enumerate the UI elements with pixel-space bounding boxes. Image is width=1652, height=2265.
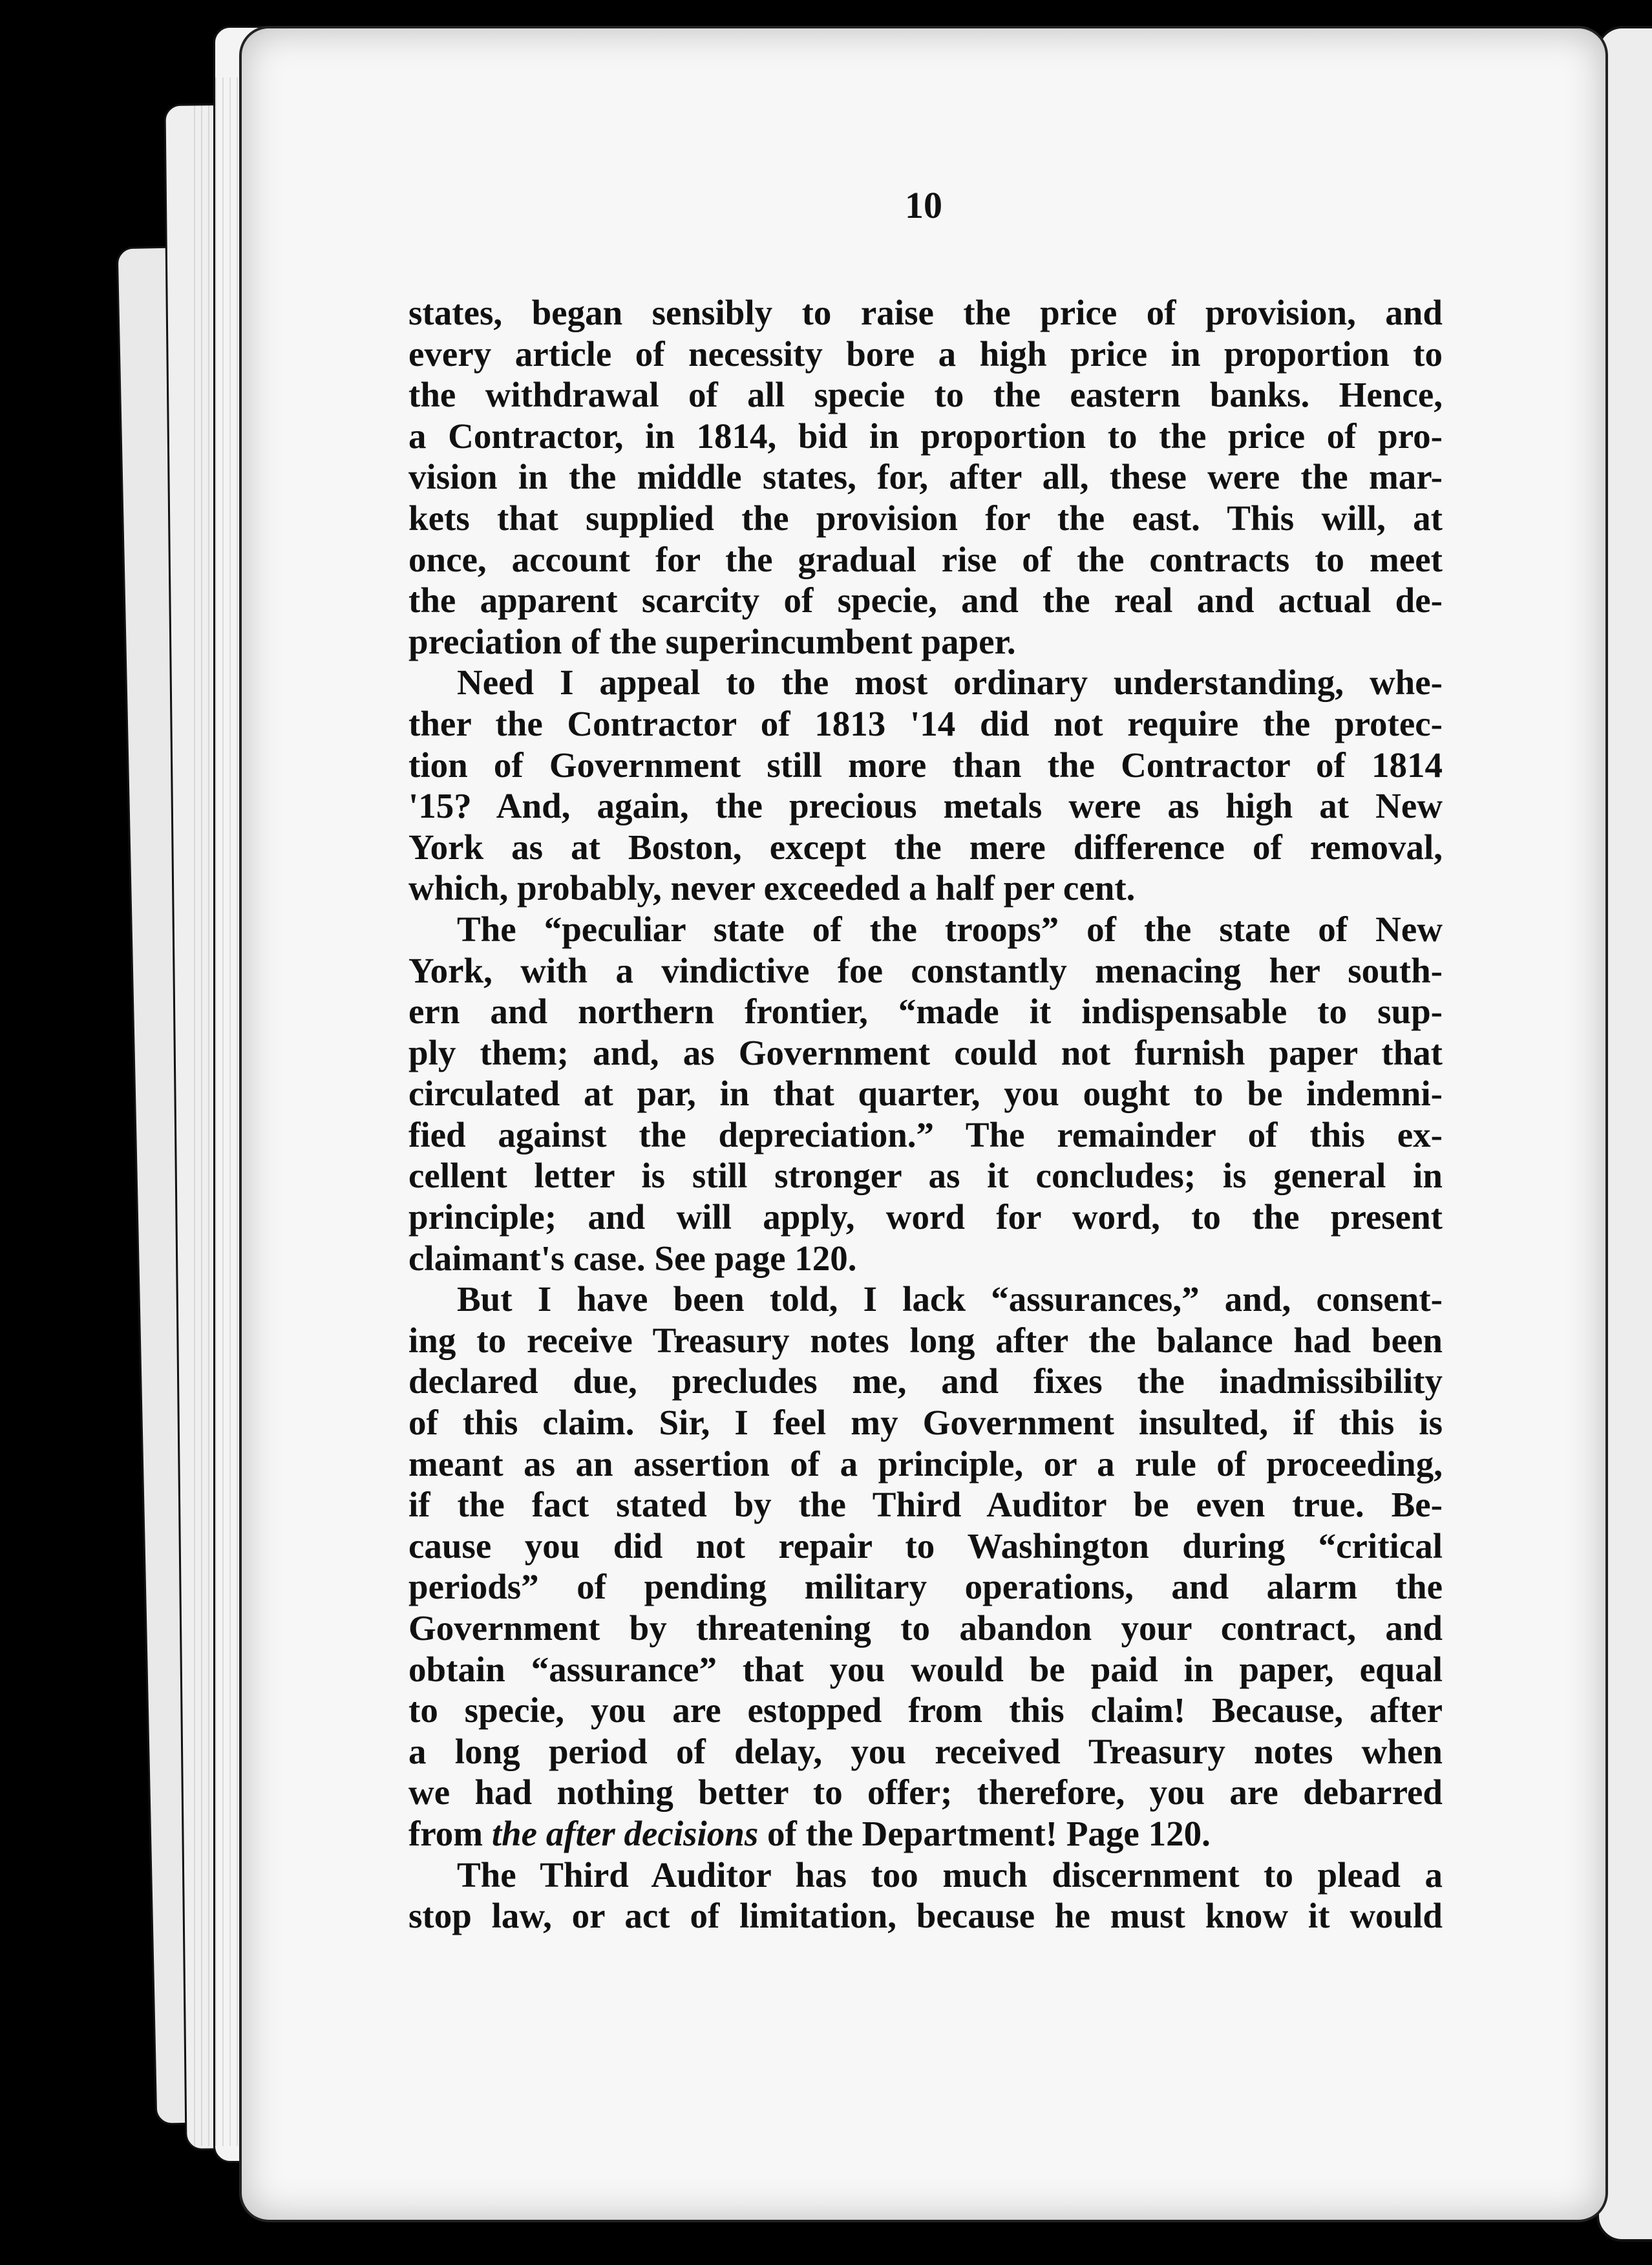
text-run: from [408,1813,492,1853]
text-line: The Third Auditor has too much discernment to plead a [457,1855,1443,1895]
text-line: a long period of delay, you received Treasury notes when [408,1731,1443,1771]
text-line: '15? And, again, the precious metals were as high at New [408,786,1443,826]
text-line: But I have been told, I lack “assurances,” and, consent- [457,1279,1443,1319]
text-line: if the fact stated by the Third Auditor be even true. Be- [408,1485,1443,1525]
text-line: cellent letter is still stronger as it concludes; is general in [408,1156,1443,1196]
text-line: circulated at par, in that quarter, you ought to be indemni- [408,1074,1443,1114]
text-line: we had nothing better to offer; therefore, you are debarred [408,1772,1443,1813]
text-line: York as at Boston, except the mere difference of removal, [408,827,1443,867]
text-line: states, began sensibly to raise the price of provision, and [408,293,1443,332]
text-line: principle; and will apply, word for word, to the present [408,1197,1443,1237]
text-line: of this claim. Sir, I feel my Government insulted, if this is [408,1403,1443,1443]
text-line: Need I appeal to the most ordinary understanding, whe- [457,663,1443,703]
text-line: preciation of the superincumbent paper. [408,621,1016,661]
text-line: ern and northern frontier, “made it indispensable to sup- [408,992,1443,1032]
text-line: stop law, or act of limitation, because he must know it would [408,1896,1443,1936]
text-line: obtain “assurance” that you would be paid in paper, equal [408,1649,1443,1689]
text-line: declared due, precludes me, and fixes the inadmissibility [408,1361,1443,1401]
text-line: kets that supplied the provision for the east. This will, at [408,498,1443,538]
text-line: which, probably, never exceeded a half per cent. [408,868,1136,908]
text-line: York, with a vindictive foe constantly menacing her south- [408,950,1443,990]
body-text [408,292,1443,1937]
text-line: to specie, you are estopped from this claim! Because, after [408,1690,1443,1730]
text-line: every article of necessity bore a high price in proportion to [408,334,1443,374]
text-line: the withdrawal of all specie to the eastern banks. Hence, [408,375,1443,415]
text-line: fied against the depreciation.” The remainder of this ex- [408,1114,1443,1154]
book-page [239,26,1608,2222]
text-line: Government by threatening to abandon your contract, and [408,1608,1443,1648]
text-line: ing to receive Treasury notes long after the balance had been [408,1320,1443,1360]
text-line: vision in the middle states, for, after all, these were the mar- [408,457,1443,497]
text-line: ther the Contractor of 1813 '14 did not require the protec- [408,703,1443,743]
page-number: 10 [905,184,942,226]
text-line: a Contractor, in 1814, bid in proportion to the price of pro- [408,416,1443,456]
text-line: periods” of pending military operations, and alarm the [408,1567,1443,1607]
text-line: once, account for the gradual rise of the contracts to meet [408,539,1443,579]
text-line: The “peculiar state of the troops” of the state of New [457,909,1443,949]
text-line: tion of Government still more than the Contractor of 1814 [408,745,1443,785]
text-line: claimant's case. See page 120. [408,1238,857,1278]
text-line-with-italic [408,1813,1443,1855]
text-line: ply them; and, as Government could not furnish paper that [408,1032,1443,1072]
text-line: the apparent scarcity of specie, and the real and actual de- [408,580,1443,621]
text-run: of the Department! Page 120. [758,1813,1211,1853]
italic-phrase: the after decisions [491,1813,759,1853]
text-line: meant as an assertion of a principle, or a rule of proceeding, [408,1443,1443,1483]
text-line: cause you did not repair to Washington during “critical [408,1526,1443,1566]
